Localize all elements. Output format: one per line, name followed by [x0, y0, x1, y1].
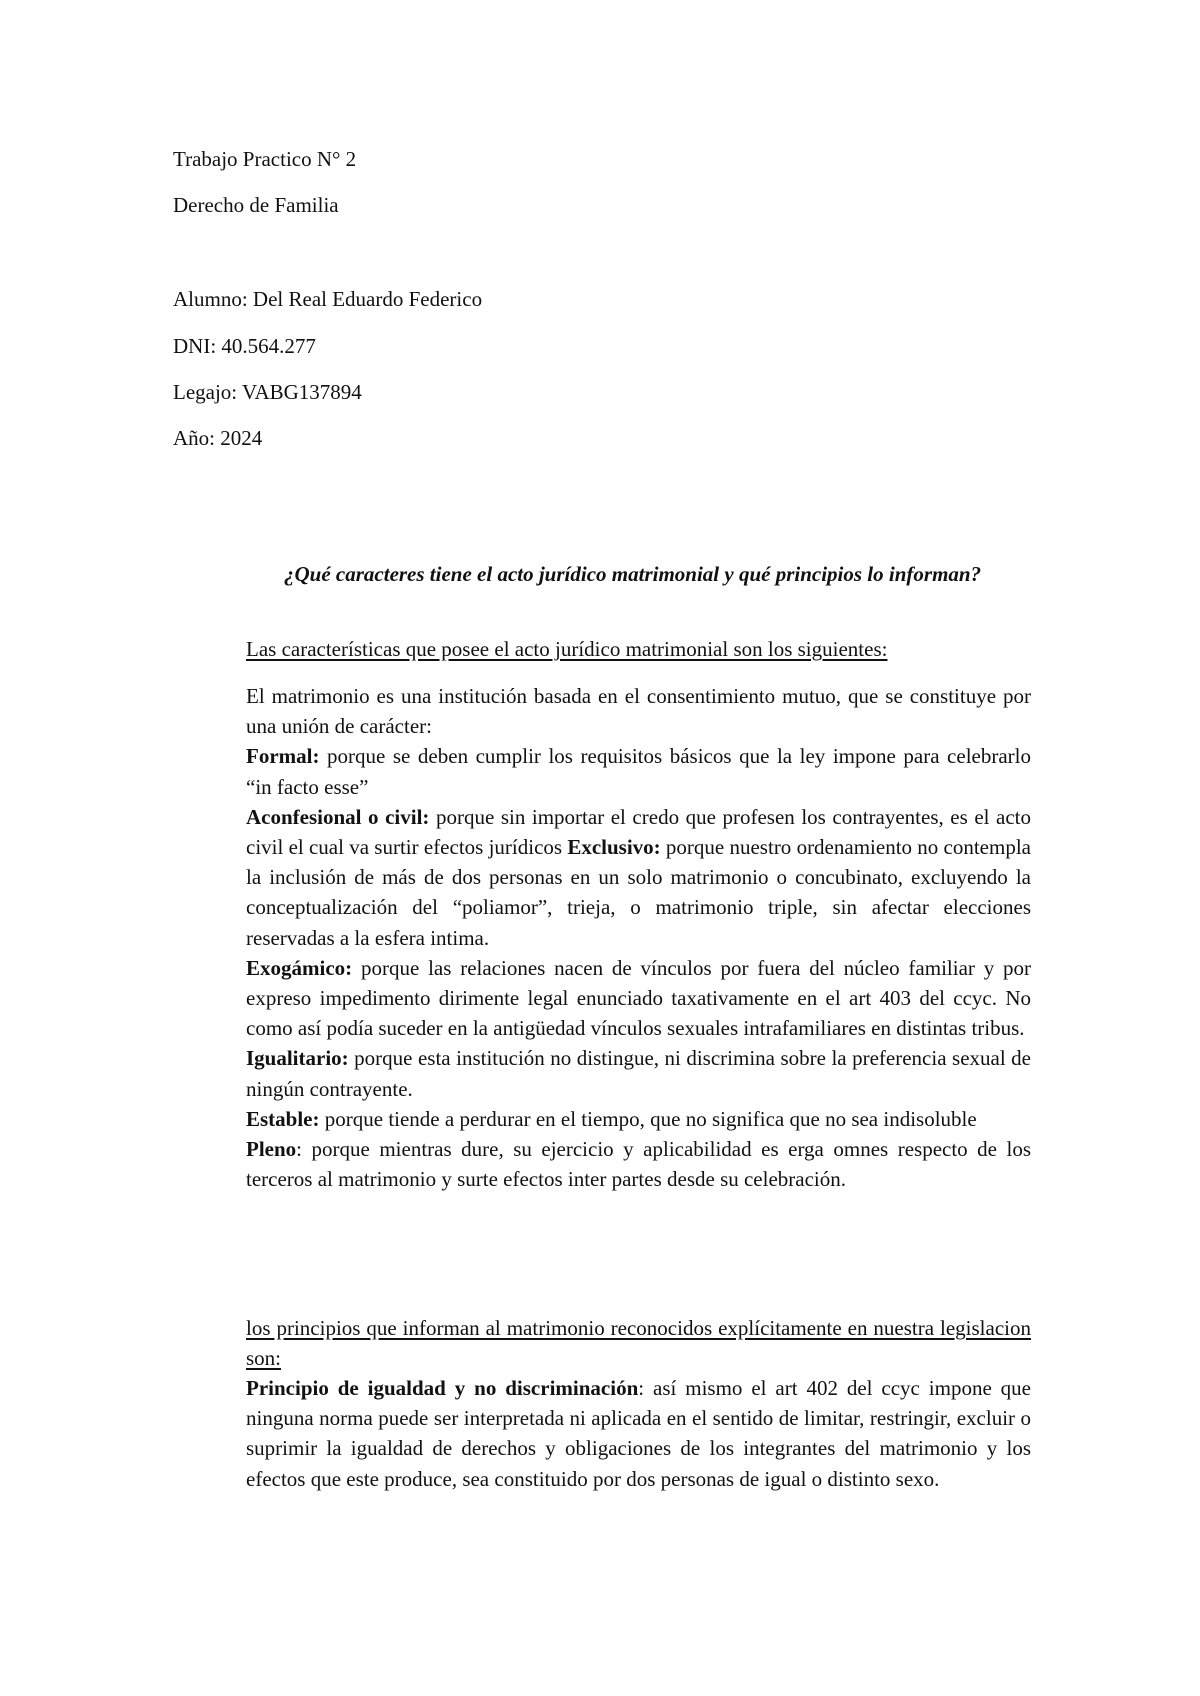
estable-description: porque tiende a perdurar en el tiempo, que no significa que no sea indisoluble	[319, 1106, 977, 1131]
igualitario-term: Igualitario:	[246, 1046, 349, 1071]
characteristic-estable	[246, 1104, 1031, 1134]
igualitario-description: porque esta institución no distingue, ni discrimina sobre la preferencia sexual de ningún contrayente.	[246, 1046, 1031, 1101]
formal-term: Formal:	[246, 744, 320, 769]
characteristic-igualitario	[246, 1043, 1031, 1103]
pleno-description: : porque mientras dure, su ejercicio y aplicabilidad es erga omnes respecto de los terceros al matrimonio y surte efectos inter partes desde su celebración.	[246, 1137, 1031, 1192]
aconfesional-term: Aconfesional o civil:	[246, 804, 430, 829]
igualdad-description: : así mismo el art 402 del ccyc impone que ninguna norma puede ser interpretada ni aplicada en el sentido de limitar, restringir, excluir o suprimir la igualdad de derechos y obligaciones de los integrantes del matrimonio y los efectos que este produce, sea constituido por dos personas de igual o distinto sexo.	[246, 1376, 1031, 1491]
characteristics-heading: Las características que posee el acto jurídico matrimonial son los siguientes:	[246, 637, 888, 661]
principles-heading: los principios que informan al matrimonio reconocidos explícitamente en nuestra legislacion son:	[246, 1316, 1031, 1371]
exogamico-term: Exogámico:	[246, 955, 353, 980]
characteristics-section	[246, 681, 1031, 1194]
characteristic-formal	[246, 741, 1031, 801]
exclusivo-description: porque nuestro ordenamiento no contempla la inclusión de más de dos personas en un solo matrimonio o concubinato, excluyendo la conceptualización del “poliamor”, trieja, o matrimonio triple, sin afectar elecciones reservadas a la esfera intima.	[246, 835, 1031, 950]
principles-section	[246, 1373, 1031, 1494]
question-heading: ¿Qué caracteres tiene el acto jurídico matrimonial y qué principios lo informan?	[284, 562, 982, 586]
document-title: Trabajo Practico N° 2	[173, 147, 357, 171]
characteristic-exogamico	[246, 953, 1031, 1044]
estable-term: Estable:	[246, 1106, 320, 1131]
characteristics-intro: El matrimonio es una institución basada en el consentimiento mutuo, que se constituye por una unión de carácter:	[246, 684, 1031, 739]
dni-line: DNI: 40.564.277	[173, 334, 316, 358]
igualdad-term: Principio de igualdad y no discriminación	[246, 1376, 639, 1400]
year-line: Año: 2024	[173, 426, 263, 450]
student-line: Alumno: Del Real Eduardo Federico	[173, 287, 483, 311]
aconfesional-description: porque sin importar el credo que profesen los contrayentes, es el acto civil el cual va surtir efectos jurídicos	[246, 804, 1031, 860]
subject-line: Derecho de Familia	[173, 193, 339, 217]
legajo-line: Legajo: VABG137894	[173, 380, 362, 404]
characteristic-aconfesional	[246, 802, 1031, 953]
characteristic-pleno	[246, 1134, 1031, 1194]
formal-description: porque se deben cumplir los requisitos básicos que la ley impone para celebrarlo “in facto esse”	[246, 744, 1031, 799]
principle-igualdad	[246, 1373, 1031, 1494]
pleno-term: Pleno	[246, 1137, 297, 1162]
exogamico-description: porque las relaciones nacen de vínculos por fuera del núcleo familiar y por expreso impedimento dirimente legal enunciado taxativamente en el art 403 del ccyc. No como así podía suceder en la antigüedad vínculos sexuales intrafamiliares en distintas tribus.	[246, 955, 1031, 1041]
exclusivo-term: Exclusivo:	[567, 835, 661, 860]
